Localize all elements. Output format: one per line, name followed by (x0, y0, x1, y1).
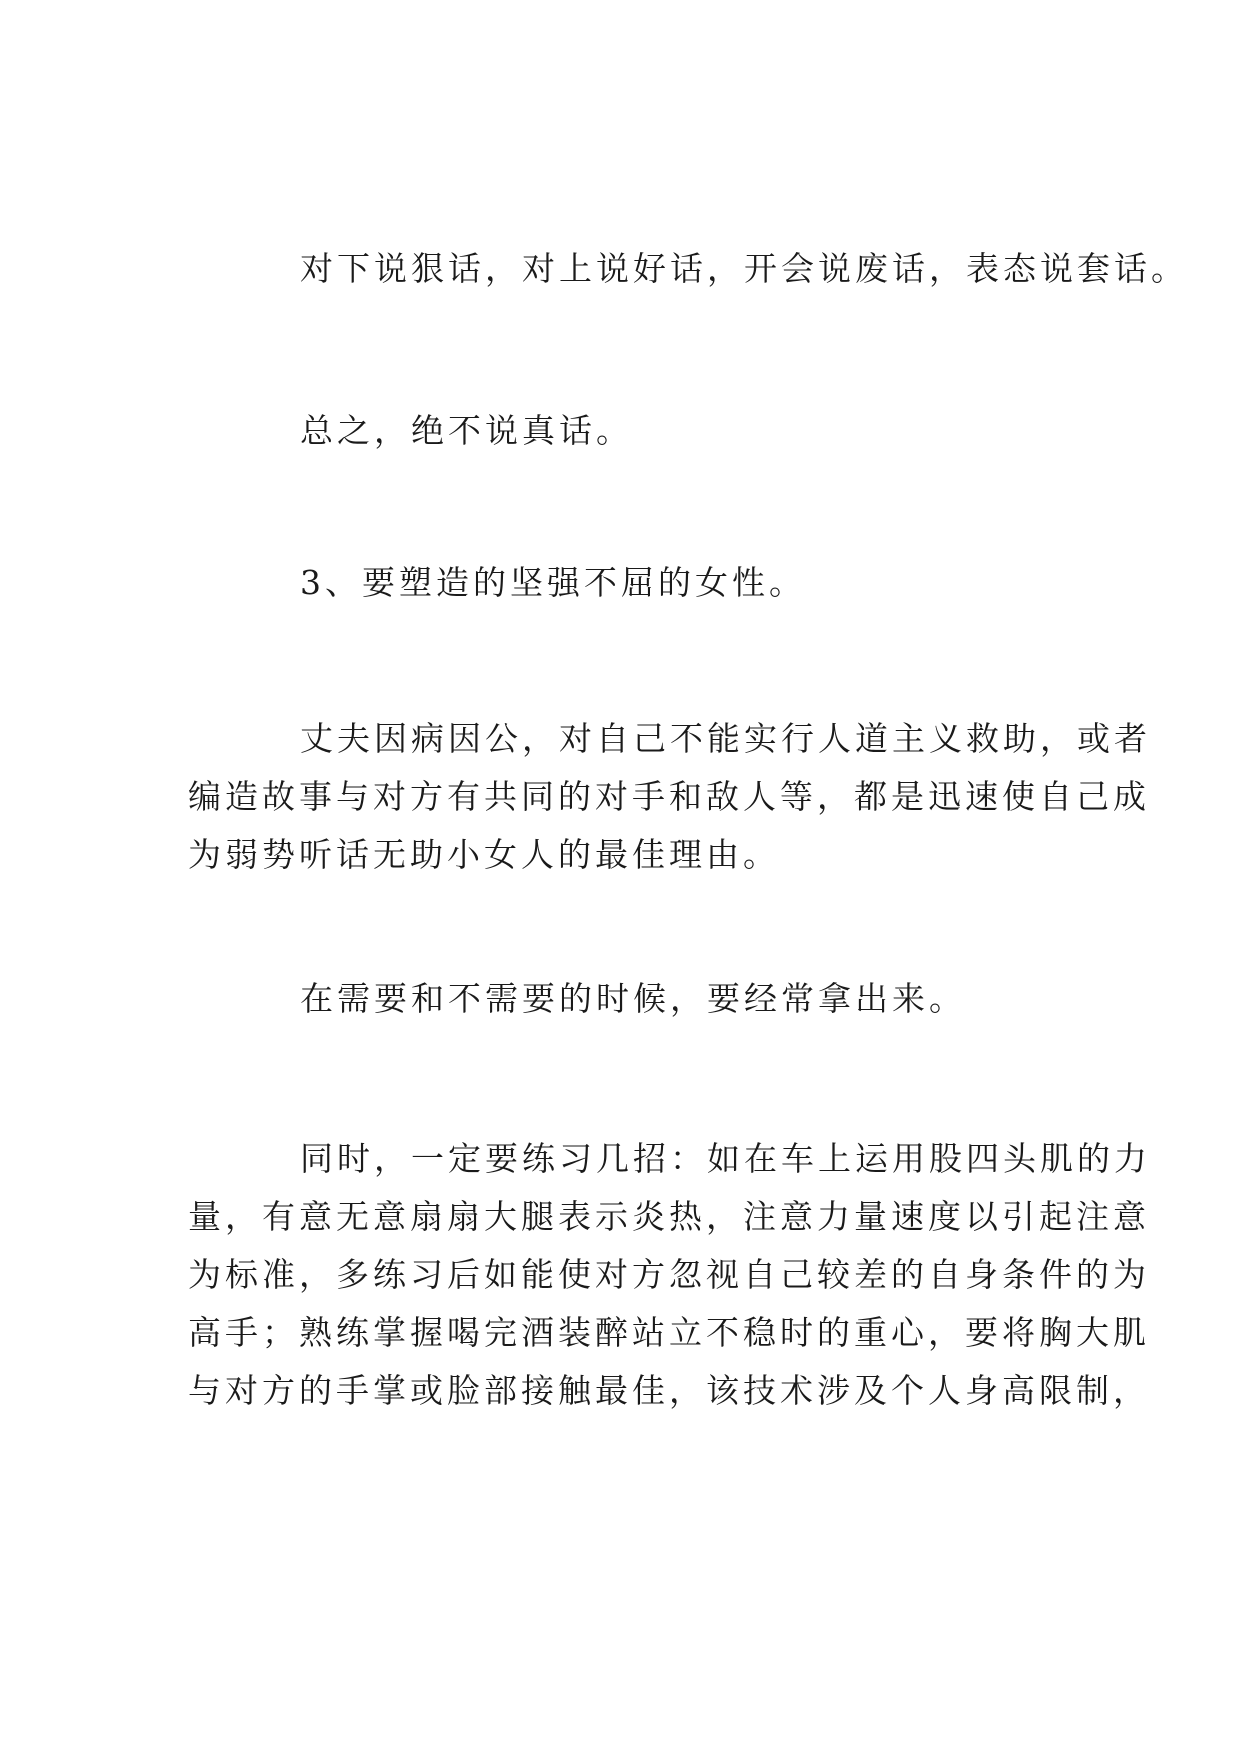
text-line: 与对方的手掌或脸部接触最佳，该技术涉及个人身高限制， (188, 1371, 1150, 1410)
text-line: 丈夫因病因公，对自己不能实行人道主义救助，或者 (300, 719, 1151, 758)
text-line: 为弱势听话无助小女人的最佳理由。 (188, 835, 780, 874)
paragraph-1 (188, 240, 1188, 298)
paragraph-2 (188, 402, 1058, 460)
text-line: 为标准，多练习后如能使对方忽视自己较差的自身条件的为 (188, 1255, 1150, 1294)
text-line: 3、要塑造的坚强不屈的女性。 (300, 563, 806, 602)
text-line: 编造故事与对方有共同的对手和敌人等，都是迅速使自己成 (188, 777, 1150, 816)
text-line: 同时，一定要练习几招：如在车上运用股四头肌的力 (300, 1139, 1151, 1178)
paragraph-6 (188, 1130, 1151, 1420)
paragraph-5 (188, 970, 1058, 1028)
text-line: 在需要和不需要的时候，要经常拿出来。 (300, 979, 966, 1018)
text-line: 总之，绝不说真话。 (300, 411, 633, 450)
paragraph-3 (188, 554, 1058, 612)
paragraph-4 (188, 710, 1151, 884)
text-line: 对下说狠话，对上说好话，开会说废话，表态说套话。 (300, 249, 1188, 288)
text-line: 量，有意无意扇扇大腿表示炎热，注意力量速度以引起注意 (188, 1197, 1150, 1236)
text-line: 高手；熟练掌握喝完酒装醉站立不稳时的重心，要将胸大肌 (188, 1313, 1150, 1352)
